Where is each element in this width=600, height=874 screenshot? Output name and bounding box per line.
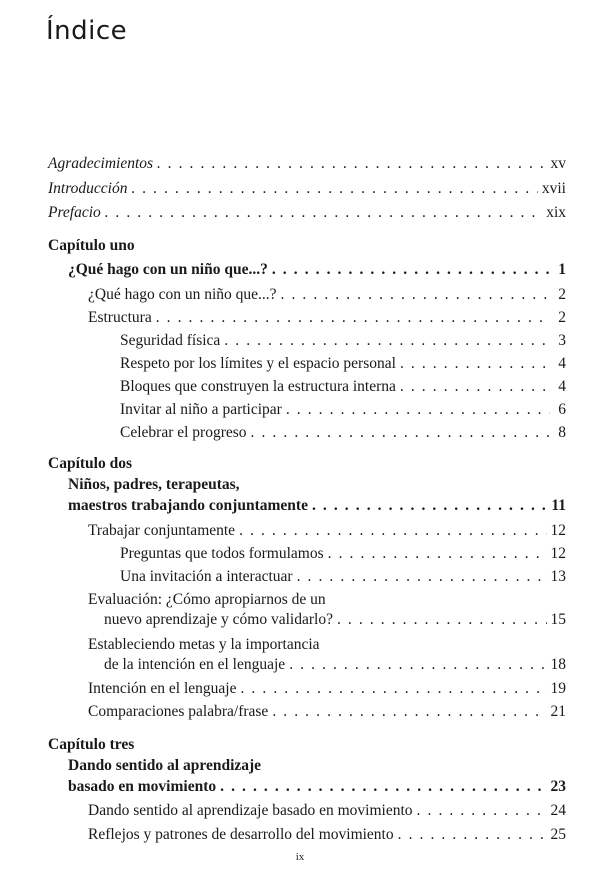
toc-entry-page: 1: [558, 261, 566, 278]
dot-leader: [224, 333, 550, 349]
toc-entry-label: Estructura: [88, 309, 152, 326]
toc-entry[interactable]: [88, 310, 566, 326]
toc-entry-page: 15: [550, 611, 566, 628]
dot-leader: [398, 827, 547, 843]
dot-leader: [132, 181, 538, 197]
toc-entry-label: Introducción: [48, 180, 128, 197]
toc-entry-page: 3: [558, 332, 566, 349]
dot-leader: [251, 425, 550, 441]
toc-entry-label: Intención en el lenguaje: [88, 680, 237, 697]
toc-entry-page: 11: [551, 497, 566, 514]
toc-entry-label: Celebrar el progreso: [120, 424, 247, 441]
toc-subentry[interactable]: [120, 546, 566, 562]
toc-subentry[interactable]: [120, 379, 566, 395]
toc-entry-page: 2: [558, 309, 566, 326]
toc-entry-label: basado en movimiento: [68, 778, 217, 795]
toc-entry-label: Reflejos y patrones de desarrollo del movimiento: [88, 826, 394, 843]
toc-entry-page: 12: [550, 522, 566, 539]
toc-entry-agradecimientos[interactable]: [48, 156, 566, 172]
toc-entry-page: 25: [550, 826, 566, 843]
toc-entry-page: 24: [550, 802, 566, 819]
dot-leader: [240, 681, 546, 697]
toc-entry-label: Seguridad física: [120, 332, 221, 349]
page-number: ix: [295, 851, 305, 863]
dot-leader: [220, 779, 546, 795]
toc-entry-label: de la intención en el lenguaje: [104, 656, 286, 673]
toc-entry-page: 19: [550, 680, 566, 697]
toc-entry-label: Dando sentido al aprendizaje basado en movimiento: [88, 802, 413, 819]
page-title: Índice: [46, 16, 128, 46]
dot-leader: [400, 356, 550, 372]
toc-entry-label: ¿Qué hago con un niño que...?: [88, 286, 277, 303]
dot-leader: [289, 657, 546, 673]
dot-leader: [272, 262, 550, 278]
toc-entry-page: 13: [550, 568, 566, 585]
toc-subentry[interactable]: [120, 569, 566, 585]
toc-entry-page: xvii: [541, 180, 566, 197]
toc-entry-label: Comparaciones palabra/frase: [88, 703, 269, 720]
toc-entry-label: Evaluación: ¿Cómo apropiarnos de un: [88, 591, 326, 608]
dot-leader: [105, 205, 542, 221]
toc-entry[interactable]: [88, 803, 566, 819]
toc-entry-label: Respeto por los límites y el espacio personal: [120, 355, 396, 372]
dot-leader: [157, 156, 546, 172]
dot-leader: [156, 310, 550, 326]
chapter-title-line: Dando sentido al aprendizaje: [68, 757, 262, 774]
chapter-heading: Capítulo uno: [48, 237, 135, 254]
toc-entry-label: maestros trabajando conjuntamente: [68, 497, 308, 514]
toc-entry-line1: [88, 637, 566, 653]
dot-leader: [272, 704, 546, 720]
toc-entry-page: xix: [546, 204, 566, 221]
toc-subentry[interactable]: [120, 402, 566, 418]
dot-leader: [286, 402, 550, 418]
toc-subentry[interactable]: [120, 425, 566, 441]
toc-entry-page: 6: [558, 401, 566, 418]
dot-leader: [281, 287, 550, 303]
chapter-title-entry[interactable]: [68, 498, 566, 514]
dot-leader: [239, 523, 546, 539]
toc-subentry[interactable]: [120, 333, 566, 349]
toc-entry-label: Trabajar conjuntamente: [88, 522, 236, 539]
toc-entry[interactable]: [88, 287, 566, 303]
chapter-heading: Capítulo tres: [48, 736, 135, 753]
toc-entry[interactable]: [104, 612, 566, 628]
toc-entry[interactable]: [104, 657, 566, 673]
chapter-heading: Capítulo dos: [48, 455, 132, 472]
toc-entry-page: 12: [550, 545, 566, 562]
toc-entry-page: xv: [550, 155, 566, 172]
dot-leader: [312, 498, 547, 514]
toc-entry-label: Prefacio: [48, 204, 101, 221]
dot-leader: [297, 569, 547, 585]
toc-entry[interactable]: [88, 827, 566, 843]
toc-entry[interactable]: [88, 681, 566, 697]
toc-entry-label: Una invitación a interactuar: [120, 568, 293, 585]
chapter-title-line: Niños, padres, terapeutas,: [68, 476, 240, 493]
toc-entry-page: 18: [550, 656, 566, 673]
dot-leader: [400, 379, 550, 395]
toc-entry[interactable]: [88, 523, 566, 539]
toc-entry-label: Bloques que construyen la estructura interna: [120, 378, 396, 395]
toc-entry-page: 23: [550, 778, 566, 795]
toc-entry-page: 4: [558, 378, 566, 395]
toc-entry-page: 21: [550, 703, 566, 720]
dot-leader: [417, 803, 547, 819]
toc-entry[interactable]: [88, 704, 566, 720]
toc-entry-page: 8: [558, 424, 566, 441]
toc-entry-label: Estableciendo metas y la importancia: [88, 636, 320, 653]
dot-leader: [337, 612, 547, 628]
toc-entry-page: 4: [558, 355, 566, 372]
toc-entry-page: 2: [558, 286, 566, 303]
toc-entry-label: ¿Qué hago con un niño que...?: [68, 261, 268, 278]
toc-entry-label: Invitar al niño a participar: [120, 401, 282, 418]
chapter-title-entry[interactable]: [68, 262, 566, 278]
toc-entry-introduccion[interactable]: [48, 181, 566, 197]
toc-entry-line1: [88, 592, 566, 608]
toc-entry-prefacio[interactable]: [48, 205, 566, 221]
toc-entry-label: nuevo aprendizaje y cómo validarlo?: [104, 611, 333, 628]
dot-leader: [328, 546, 547, 562]
chapter-title-entry[interactable]: [68, 779, 566, 795]
toc-entry-label: Agradecimientos: [48, 155, 154, 172]
toc-entry-label: Preguntas que todos formulamos: [120, 545, 324, 562]
toc-subentry[interactable]: [120, 356, 566, 372]
